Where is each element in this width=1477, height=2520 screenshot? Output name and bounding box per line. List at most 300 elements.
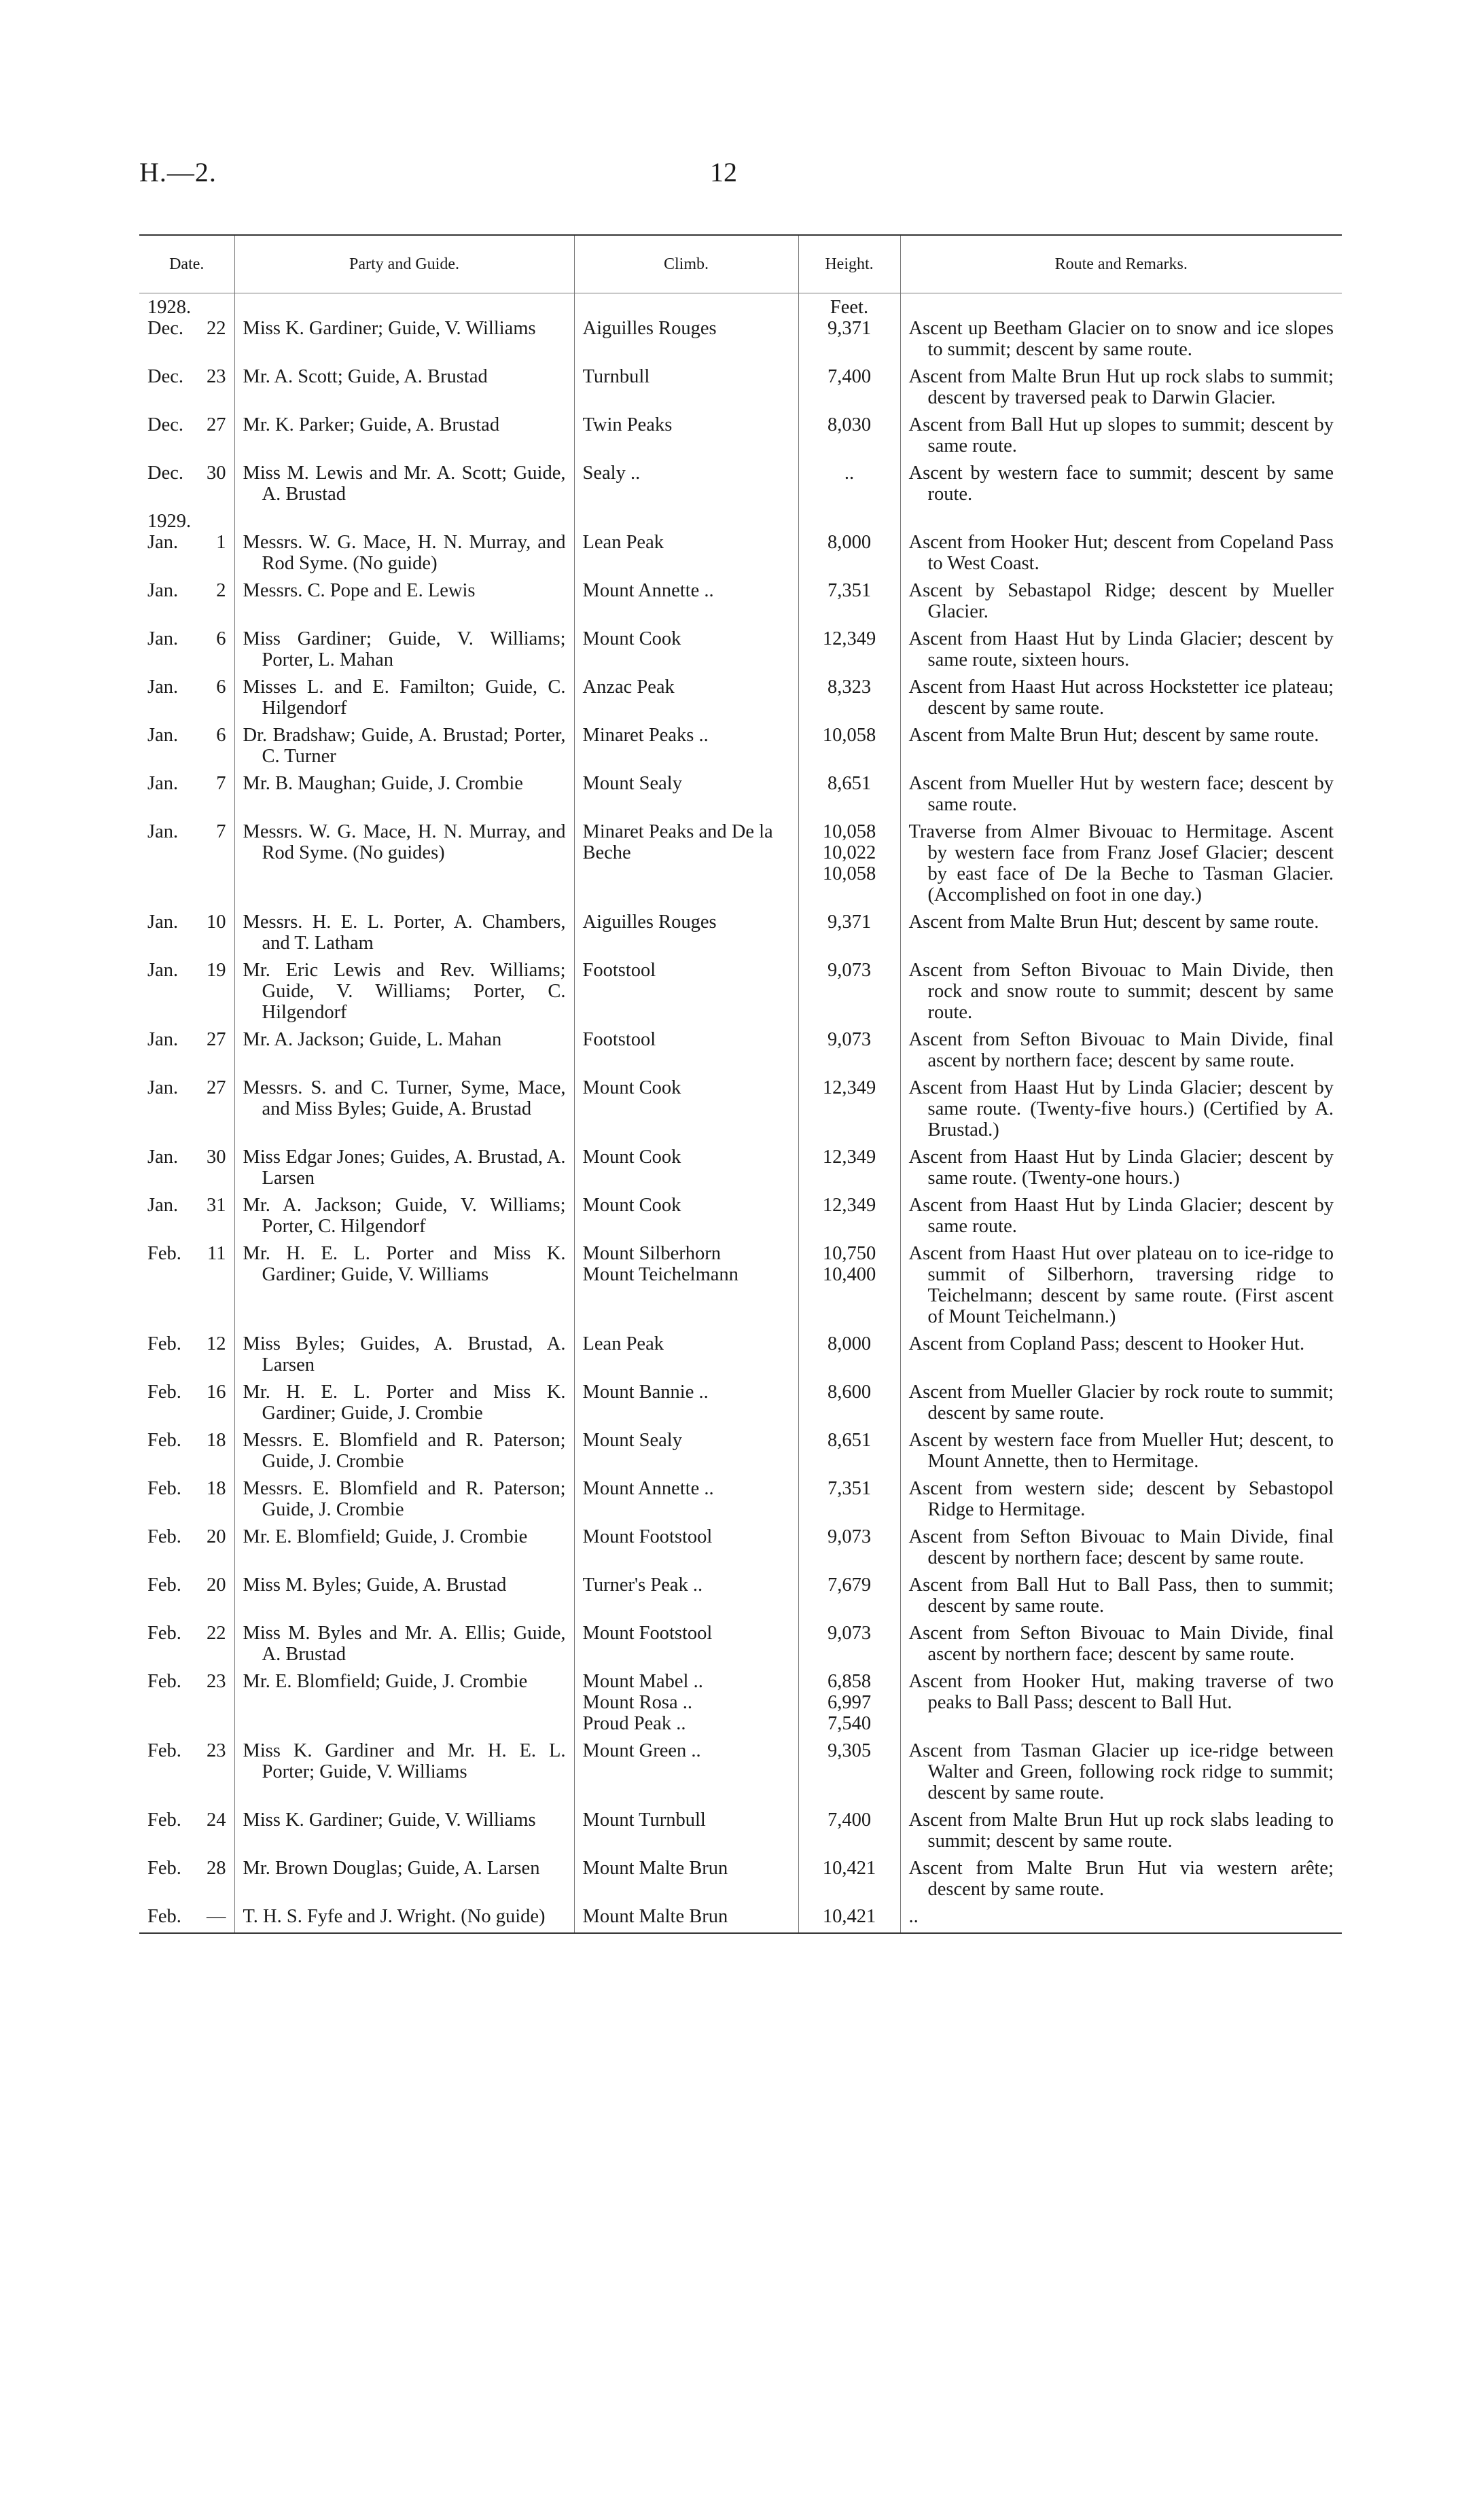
date-cell bbox=[139, 818, 234, 908]
party-cell bbox=[234, 908, 574, 956]
day-label: 27 bbox=[207, 414, 226, 435]
height-cell bbox=[798, 1737, 900, 1806]
height-cell bbox=[798, 1854, 900, 1903]
date-cell bbox=[139, 1668, 234, 1737]
month-label: Jan. bbox=[147, 821, 179, 842]
date-cell bbox=[139, 770, 234, 818]
route-cell bbox=[900, 721, 1342, 770]
height-cell bbox=[798, 1378, 900, 1426]
height-value: 8,000 bbox=[827, 532, 872, 553]
day-label: 24 bbox=[207, 1810, 226, 1831]
table-header bbox=[139, 235, 1342, 293]
month-day bbox=[147, 1671, 226, 1692]
day-label: 27 bbox=[207, 1029, 226, 1050]
party-cell bbox=[234, 1378, 574, 1426]
party-text: Mr. E. Blomfield; Guide, J. Crombie bbox=[243, 1671, 528, 1692]
month-day bbox=[147, 366, 226, 387]
route-text: Ascent from Mueller Glacier by rock route to summit; descent by same route. bbox=[908, 1382, 1334, 1424]
month-day bbox=[147, 773, 226, 794]
day-label: 19 bbox=[207, 960, 226, 981]
month-label: Dec. bbox=[147, 414, 184, 435]
party-text: Miss K. Gardiner; Guide, V. Williams bbox=[243, 1810, 536, 1831]
month-label: Dec. bbox=[147, 366, 184, 387]
height-value: 12,349 bbox=[822, 1195, 876, 1216]
day-label: 20 bbox=[207, 1574, 226, 1596]
climb-name: Mount Teichelmann bbox=[582, 1264, 738, 1285]
month-label: Feb. bbox=[147, 1740, 181, 1761]
route-cell bbox=[900, 625, 1342, 673]
month-label: Feb. bbox=[147, 1671, 181, 1692]
height-value: 10,400 bbox=[822, 1264, 876, 1285]
table-row bbox=[139, 1475, 1342, 1523]
table-row bbox=[139, 1619, 1342, 1668]
route-text: Ascent from Haast Hut over plateau on to ice-ridge to summit of Silberhorn, traversing ridge to Teichelmann; descent by same route. (First ascent of Mount Teichelmann.) bbox=[908, 1243, 1334, 1327]
height-value: 9,371 bbox=[827, 912, 872, 933]
party-cell bbox=[234, 673, 574, 721]
climb-name: Aiguilles Rouges bbox=[582, 912, 717, 933]
table-row bbox=[139, 908, 1342, 956]
date-cell bbox=[139, 1191, 234, 1240]
height-cell bbox=[798, 625, 900, 673]
month-day bbox=[147, 463, 226, 484]
month-label: Jan. bbox=[147, 628, 179, 649]
climb-name: Mount Cook bbox=[582, 1147, 681, 1168]
party-text: Mr. A. Scott; Guide, A. Brustad bbox=[243, 366, 488, 387]
party-text: Mr. A. Jackson; Guide, L. Mahan bbox=[243, 1029, 502, 1050]
party-cell bbox=[234, 1806, 574, 1854]
page-header bbox=[139, 156, 1342, 204]
month-label: Jan. bbox=[147, 725, 179, 746]
table-row bbox=[139, 507, 1342, 577]
month-day bbox=[147, 1810, 226, 1831]
route-cell bbox=[900, 577, 1342, 625]
party-cell bbox=[234, 1191, 574, 1240]
table-row bbox=[139, 293, 1342, 363]
height-value: 12,349 bbox=[822, 1077, 876, 1098]
party-cell bbox=[234, 1854, 574, 1903]
height-value: 9,305 bbox=[827, 1740, 872, 1761]
date-cell bbox=[139, 1074, 234, 1143]
height-value: 6,997 bbox=[827, 1692, 872, 1713]
party-text: Miss K. Gardiner; Guide, V. Williams bbox=[243, 318, 536, 339]
day-label: 23 bbox=[207, 1740, 226, 1761]
month-label: Jan. bbox=[147, 773, 179, 794]
date-cell bbox=[139, 1378, 234, 1426]
height-cell bbox=[798, 1074, 900, 1143]
height-cell bbox=[798, 577, 900, 625]
height-cell bbox=[798, 1191, 900, 1240]
party-cell bbox=[234, 818, 574, 908]
year-label: 1928. bbox=[147, 297, 192, 318]
climb-cell bbox=[574, 625, 798, 673]
month-label: Dec. bbox=[147, 463, 184, 484]
date-cell bbox=[139, 293, 234, 363]
route-cell bbox=[900, 1074, 1342, 1143]
party-cell bbox=[234, 1571, 574, 1619]
height-value: 9,073 bbox=[827, 960, 872, 981]
month-label: Jan. bbox=[147, 912, 179, 933]
date-cell bbox=[139, 577, 234, 625]
route-text: Ascent from Sefton Bivouac to Main Divide, final ascent by northern face; descent by same route. bbox=[908, 1623, 1334, 1665]
table-body bbox=[139, 293, 1342, 1934]
route-text: Traverse from Almer Bivouac to Hermitage. Ascent by western face from Franz Josef Glacier; descent by east face of De la Beche to Tasman Glacier. (Accomplished on foot in one day.) bbox=[908, 821, 1334, 905]
column-header-party: Party and Guide. bbox=[234, 235, 574, 293]
table-row bbox=[139, 673, 1342, 721]
day-label: 11 bbox=[207, 1243, 226, 1264]
route-cell bbox=[900, 1240, 1342, 1330]
table-row bbox=[139, 1330, 1342, 1378]
height-value: 9,371 bbox=[827, 318, 872, 339]
party-cell bbox=[234, 1475, 574, 1523]
date-cell bbox=[139, 1240, 234, 1330]
height-value: 8,030 bbox=[827, 414, 872, 435]
climb-name: Footstool bbox=[582, 960, 656, 981]
route-text: Ascent from Haast Hut by Linda Glacier; descent by same route. (Twenty-one hours.) bbox=[908, 1147, 1334, 1189]
height-cell bbox=[798, 721, 900, 770]
height-value: 12,349 bbox=[822, 628, 876, 649]
month-day bbox=[147, 1623, 226, 1644]
date-cell bbox=[139, 1026, 234, 1074]
route-text: Ascent from Ball Hut to Ball Pass, then to summit; descent by same route. bbox=[908, 1574, 1334, 1617]
route-text: Ascent from Ball Hut up slopes to summit; descent by same route. bbox=[908, 414, 1334, 456]
climb-cell bbox=[574, 577, 798, 625]
route-text: Ascent by Sebastapol Ridge; descent by Mueller Glacier. bbox=[908, 580, 1334, 622]
climb-name: Mount Cook bbox=[582, 1077, 681, 1098]
party-cell bbox=[234, 625, 574, 673]
height-value: 7,351 bbox=[827, 580, 872, 601]
route-text: Ascent from Haast Hut by Linda Glacier; descent by same route, sixteen hours. bbox=[908, 628, 1334, 670]
height-value: 8,651 bbox=[827, 773, 872, 794]
climb-name: Twin Peaks bbox=[582, 414, 673, 435]
column-header-date: Date. bbox=[139, 235, 234, 293]
page-reference: H.—2. bbox=[139, 157, 217, 187]
party-cell bbox=[234, 577, 574, 625]
height-unit-label: Feet. bbox=[830, 297, 869, 318]
party-cell bbox=[234, 1426, 574, 1475]
day-label: 23 bbox=[207, 1671, 226, 1692]
date-cell bbox=[139, 411, 234, 459]
climb-name: Lean Peak bbox=[582, 532, 664, 553]
height-cell bbox=[798, 956, 900, 1026]
table-row bbox=[139, 1571, 1342, 1619]
route-text: Ascent from Sefton Bivouac to Main Divide, then rock and snow route to summit; descent by same route. bbox=[908, 960, 1334, 1023]
party-text: Messrs. S. and C. Turner, Syme, Mace, and Miss Byles; Guide, A. Brustad bbox=[243, 1077, 566, 1119]
route-cell bbox=[900, 908, 1342, 956]
route-cell bbox=[900, 1026, 1342, 1074]
climb-name: Minaret Peaks and De la Beche bbox=[582, 821, 773, 863]
height-value: 6,858 bbox=[827, 1671, 872, 1692]
day-label: 6 bbox=[216, 725, 226, 746]
month-day bbox=[147, 1740, 226, 1761]
column-header-climb: Climb. bbox=[574, 235, 798, 293]
climb-cell bbox=[574, 721, 798, 770]
route-text: Ascent from Malte Brun Hut up rock slabs to summit; descent by traversed peak to Darwin Glacier. bbox=[908, 366, 1334, 408]
party-text: Messrs. H. E. L. Porter, A. Chambers, and T. Latham bbox=[243, 912, 566, 954]
date-cell bbox=[139, 1426, 234, 1475]
day-label: — bbox=[207, 1906, 226, 1927]
route-text: Ascent from Tasman Glacier up ice-ridge between Walter and Green, following rock ridge to summit; descent by same route. bbox=[908, 1740, 1334, 1803]
route-text: Ascent from Malte Brun Hut via western arête; descent by same route. bbox=[908, 1858, 1334, 1900]
climb-name: Mount Footstool bbox=[582, 1623, 713, 1644]
route-cell bbox=[900, 459, 1342, 507]
month-day bbox=[147, 1574, 226, 1596]
party-cell bbox=[234, 1026, 574, 1074]
height-cell bbox=[798, 1571, 900, 1619]
climb-cell bbox=[574, 1330, 798, 1378]
climb-cell bbox=[574, 507, 798, 577]
height-cell bbox=[798, 507, 900, 577]
date-cell bbox=[139, 363, 234, 411]
height-value: 7,400 bbox=[827, 366, 872, 387]
party-cell bbox=[234, 363, 574, 411]
party-text: Mr. Eric Lewis and Rev. Williams; Guide, V. Williams; Porter, C. Hilgendorf bbox=[243, 960, 566, 1023]
party-cell bbox=[234, 1903, 574, 1933]
climb-name: Mount Footstool bbox=[582, 1526, 713, 1547]
height-cell bbox=[798, 1426, 900, 1475]
party-cell bbox=[234, 721, 574, 770]
climb-name: Footstool bbox=[582, 1029, 656, 1050]
height-value: 7,540 bbox=[827, 1713, 872, 1734]
date-cell bbox=[139, 908, 234, 956]
day-label: 10 bbox=[207, 912, 226, 933]
party-text: Mr. E. Blomfield; Guide, J. Crombie bbox=[243, 1526, 528, 1547]
party-cell bbox=[234, 293, 574, 363]
climb-name: Mount Sealy bbox=[582, 773, 682, 794]
height-cell bbox=[798, 363, 900, 411]
date-cell bbox=[139, 1737, 234, 1806]
month-day bbox=[147, 821, 226, 842]
height-cell bbox=[798, 818, 900, 908]
day-label: 1 bbox=[216, 532, 226, 553]
climb-cell bbox=[574, 1143, 798, 1191]
month-day bbox=[147, 1147, 226, 1168]
climb-cell bbox=[574, 673, 798, 721]
month-day bbox=[147, 580, 226, 601]
party-cell bbox=[234, 1737, 574, 1806]
climb-name: Mount Malte Brun bbox=[582, 1858, 728, 1879]
month-label: Feb. bbox=[147, 1243, 181, 1264]
climb-name: Anzac Peak bbox=[582, 677, 675, 698]
day-label: 7 bbox=[216, 821, 226, 842]
height-value: 8,323 bbox=[827, 677, 872, 698]
route-text: Ascent by western face to summit; descent by same route. bbox=[908, 463, 1334, 505]
climb-cell bbox=[574, 1378, 798, 1426]
route-text: Ascent up Beetham Glacier on to snow and ice slopes to summit; descent by same route. bbox=[908, 318, 1334, 360]
month-label: Feb. bbox=[147, 1858, 181, 1879]
climb-cell bbox=[574, 1668, 798, 1737]
party-text: Messrs. W. G. Mace, H. N. Murray, and Rod Syme. (No guide) bbox=[243, 532, 566, 574]
climb-cell bbox=[574, 1074, 798, 1143]
month-day bbox=[147, 1906, 226, 1927]
height-value: 10,058 bbox=[822, 725, 876, 746]
climb-name: Mount Turnbull bbox=[582, 1810, 706, 1831]
month-label: Jan. bbox=[147, 1029, 179, 1050]
date-cell bbox=[139, 1903, 234, 1933]
height-value: 10,421 bbox=[822, 1906, 876, 1927]
height-cell bbox=[798, 1143, 900, 1191]
climb-cell bbox=[574, 459, 798, 507]
table-row bbox=[139, 1143, 1342, 1191]
party-cell bbox=[234, 1668, 574, 1737]
table-row bbox=[139, 1903, 1342, 1933]
route-cell bbox=[900, 363, 1342, 411]
table-row bbox=[139, 1737, 1342, 1806]
date-cell bbox=[139, 1806, 234, 1854]
month-label: Feb. bbox=[147, 1526, 181, 1547]
route-text: Ascent from Malte Brun Hut; descent by same route. bbox=[908, 725, 1319, 746]
day-label: 6 bbox=[216, 677, 226, 698]
route-cell bbox=[900, 818, 1342, 908]
height-value: 10,750 bbox=[822, 1243, 876, 1264]
day-label: 18 bbox=[207, 1478, 226, 1499]
month-label: Feb. bbox=[147, 1382, 181, 1403]
height-cell bbox=[798, 293, 900, 363]
route-text: Ascent from Haast Hut across Hockstetter ice plateau; descent by same route. bbox=[908, 677, 1334, 719]
party-text: Miss Gardiner; Guide, V. Williams; Porter, L. Mahan bbox=[243, 628, 566, 670]
height-cell bbox=[798, 459, 900, 507]
height-cell bbox=[798, 1619, 900, 1668]
climb-name: Aiguilles Rouges bbox=[582, 318, 717, 339]
height-cell bbox=[798, 1806, 900, 1854]
party-cell bbox=[234, 1523, 574, 1571]
climb-name: Mount Silberhorn bbox=[582, 1243, 721, 1264]
month-day bbox=[147, 414, 226, 435]
route-cell bbox=[900, 770, 1342, 818]
party-text: Mr. K. Parker; Guide, A. Brustad bbox=[243, 414, 500, 435]
climb-cell bbox=[574, 1523, 798, 1571]
month-day bbox=[147, 628, 226, 649]
climb-cell bbox=[574, 1854, 798, 1903]
month-label: Jan. bbox=[147, 960, 179, 981]
route-text: .. bbox=[908, 1906, 919, 1927]
table-row bbox=[139, 721, 1342, 770]
route-cell bbox=[900, 1619, 1342, 1668]
day-label: 27 bbox=[207, 1077, 226, 1098]
route-cell bbox=[900, 1854, 1342, 1903]
climb-name: Mount Cook bbox=[582, 628, 681, 649]
height-cell bbox=[798, 1903, 900, 1933]
height-value: 8,651 bbox=[827, 1430, 872, 1451]
month-day bbox=[147, 1430, 226, 1451]
party-text: Miss M. Byles; Guide, A. Brustad bbox=[243, 1574, 507, 1596]
height-cell bbox=[798, 770, 900, 818]
party-cell bbox=[234, 507, 574, 577]
party-text: Miss M. Byles and Mr. A. Ellis; Guide, A. Brustad bbox=[243, 1623, 566, 1665]
party-text: Mr. H. E. L. Porter and Miss K. Gardiner; Guide, J. Crombie bbox=[243, 1382, 566, 1424]
route-cell bbox=[900, 1143, 1342, 1191]
climb-cell bbox=[574, 1240, 798, 1330]
height-cell bbox=[798, 411, 900, 459]
climb-name: Mount Bannie .. bbox=[582, 1382, 709, 1403]
month-day bbox=[147, 1333, 226, 1354]
climb-cell bbox=[574, 1903, 798, 1933]
party-text: Miss M. Lewis and Mr. A. Scott; Guide, A. Brustad bbox=[243, 463, 566, 505]
route-cell bbox=[900, 1523, 1342, 1571]
height-value: 10,421 bbox=[822, 1858, 876, 1879]
climb-cell bbox=[574, 818, 798, 908]
day-label: 30 bbox=[207, 1147, 226, 1168]
day-label: 31 bbox=[207, 1195, 226, 1216]
month-label: Jan. bbox=[147, 532, 179, 553]
route-text: Ascent from Haast Hut by Linda Glacier; descent by same route. bbox=[908, 1195, 1334, 1237]
date-cell bbox=[139, 1523, 234, 1571]
climb-cell bbox=[574, 363, 798, 411]
month-day bbox=[147, 1029, 226, 1050]
height-cell bbox=[798, 1523, 900, 1571]
table-row bbox=[139, 1426, 1342, 1475]
table-row bbox=[139, 363, 1342, 411]
party-text: Miss Byles; Guides, A. Brustad, A. Larsen bbox=[243, 1333, 566, 1375]
month-label: Feb. bbox=[147, 1574, 181, 1596]
party-text: T. H. S. Fyfe and J. Wright. (No guide) bbox=[243, 1906, 546, 1927]
party-text: Mr. Brown Douglas; Guide, A. Larsen bbox=[243, 1858, 540, 1879]
party-text: Messrs. E. Blomfield and R. Paterson; Guide, J. Crombie bbox=[243, 1478, 566, 1520]
date-cell bbox=[139, 1475, 234, 1523]
route-cell bbox=[900, 1903, 1342, 1933]
route-cell bbox=[900, 1737, 1342, 1806]
day-label: 2 bbox=[216, 580, 226, 601]
month-day bbox=[147, 1243, 226, 1264]
month-day bbox=[147, 960, 226, 981]
climb-cell bbox=[574, 293, 798, 363]
day-label: 20 bbox=[207, 1526, 226, 1547]
route-cell bbox=[900, 293, 1342, 363]
month-day bbox=[147, 725, 226, 746]
climb-name: Lean Peak bbox=[582, 1333, 664, 1354]
month-day bbox=[147, 677, 226, 698]
party-text: Mr. H. E. L. Porter and Miss K. Gardiner; Guide, V. Williams bbox=[243, 1243, 566, 1285]
climb-name: Mount Malte Brun bbox=[582, 1906, 728, 1927]
route-text: Ascent from Hooker Hut; descent from Copeland Pass to West Coast. bbox=[908, 532, 1334, 574]
height-value: 9,073 bbox=[827, 1029, 872, 1050]
party-cell bbox=[234, 1240, 574, 1330]
table-row bbox=[139, 1378, 1342, 1426]
height-cell bbox=[798, 1668, 900, 1737]
table-row bbox=[139, 1668, 1342, 1737]
route-cell bbox=[900, 956, 1342, 1026]
height-cell bbox=[798, 673, 900, 721]
climb-name: Mount Rosa .. bbox=[582, 1692, 693, 1713]
route-text: Ascent from Sefton Bivouac to Main Divide, final descent by northern face; descent by same route. bbox=[908, 1526, 1334, 1568]
month-label: Jan. bbox=[147, 580, 179, 601]
table-row bbox=[139, 577, 1342, 625]
table-row bbox=[139, 459, 1342, 507]
route-text: Ascent from Malte Brun Hut up rock slabs leading to summit; descent by same route. bbox=[908, 1810, 1334, 1852]
day-label: 28 bbox=[207, 1858, 226, 1879]
party-cell bbox=[234, 459, 574, 507]
height-value: .. bbox=[844, 463, 855, 484]
month-label: Feb. bbox=[147, 1906, 181, 1927]
month-label: Jan. bbox=[147, 1077, 179, 1098]
route-cell bbox=[900, 1475, 1342, 1523]
day-label: 30 bbox=[207, 463, 226, 484]
date-cell bbox=[139, 956, 234, 1026]
party-text: Miss K. Gardiner and Mr. H. E. L. Porter; Guide, V. Williams bbox=[243, 1740, 566, 1782]
party-text: Dr. Bradshaw; Guide, A. Brustad; Porter, C. Turner bbox=[243, 725, 566, 767]
month-day bbox=[147, 912, 226, 933]
party-cell bbox=[234, 770, 574, 818]
party-text: Messrs. C. Pope and E. Lewis bbox=[243, 580, 476, 601]
party-cell bbox=[234, 1143, 574, 1191]
climb-cell bbox=[574, 411, 798, 459]
month-day bbox=[147, 1478, 226, 1499]
table-row bbox=[139, 1240, 1342, 1330]
climb-name: Mount Annette .. bbox=[582, 1478, 714, 1499]
day-label: 7 bbox=[216, 773, 226, 794]
route-cell bbox=[900, 1378, 1342, 1426]
month-label: Jan. bbox=[147, 677, 179, 698]
party-text: Messrs. E. Blomfield and R. Paterson; Guide, J. Crombie bbox=[243, 1430, 566, 1472]
